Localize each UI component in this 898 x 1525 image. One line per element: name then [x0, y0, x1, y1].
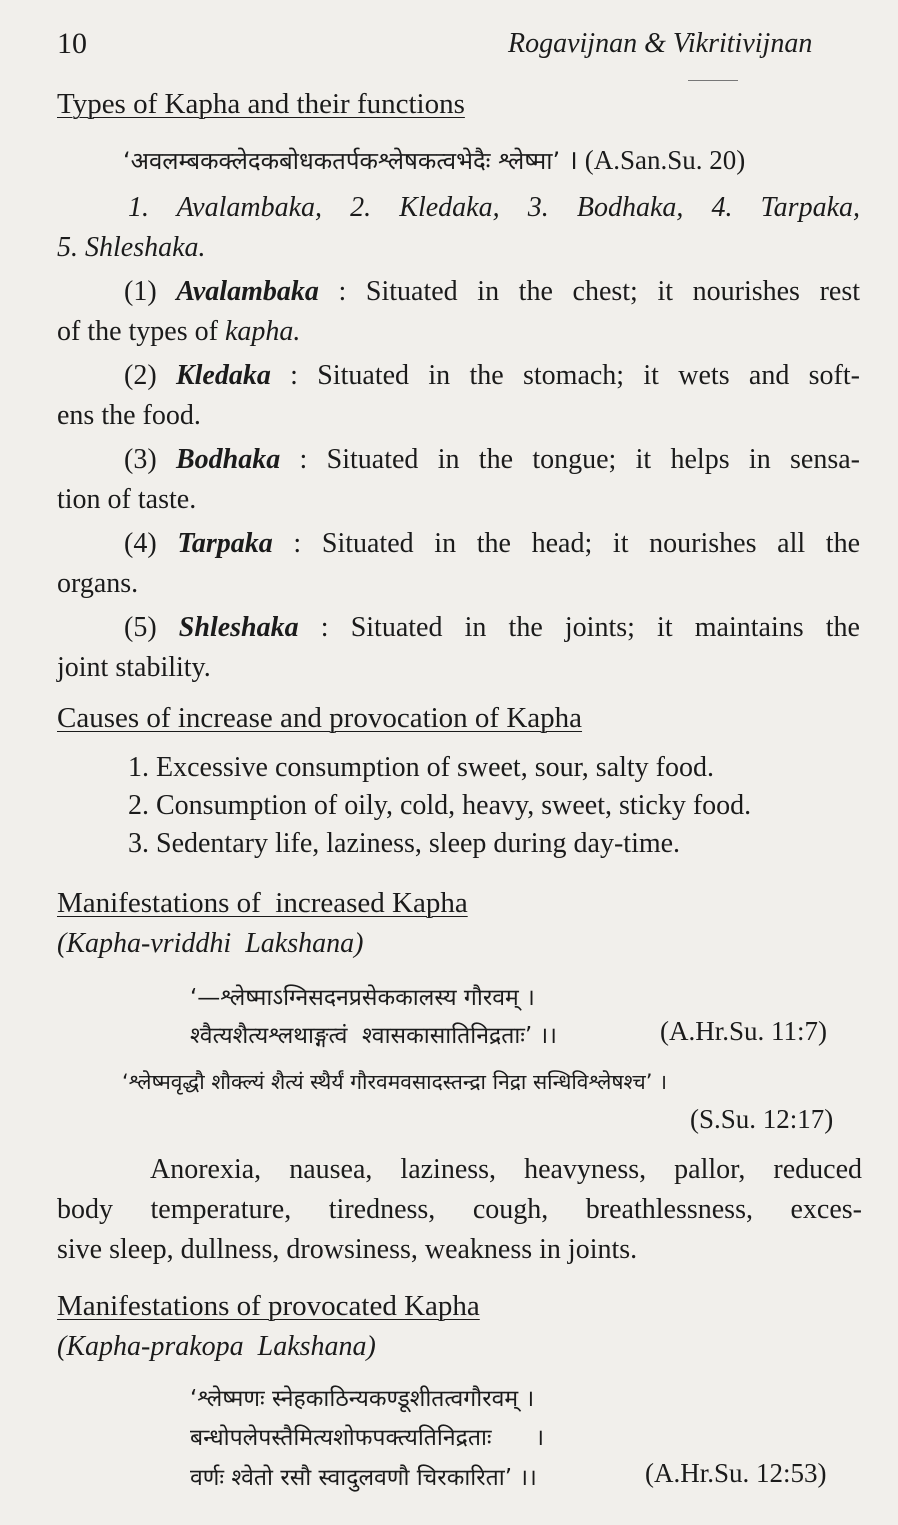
verse2-reference: (S.Su. 12:17) [690, 1104, 834, 1134]
item-name: Tarpaka [177, 528, 273, 559]
verse1-line1: ‘—श्लेष्माऽग्निसदनप्रसेककालस्य गौरवम् । [190, 985, 535, 1011]
verse3-reference: (A.Hr.Su. 12:53) [645, 1458, 827, 1488]
verse3-line3: वर्णः श्वेतो रसौ स्वादुलवणौ चिरकारिता’ ।। [190, 1465, 537, 1491]
verse1-reference: (A.Hr.Su. 11:7) [660, 1016, 827, 1046]
item-desc-cont: of the types of [57, 316, 225, 347]
header-rule [688, 80, 738, 81]
section-subheading-increased: (Kapha-vriddhi Lakshana) [57, 928, 364, 959]
item-number: (2) [124, 360, 176, 391]
item-bodhaka [124, 440, 860, 480]
item-desc: : Situated in the head; it nourishes all the [272, 528, 860, 559]
item-name: Shleshaka [178, 612, 299, 643]
page-number: 10 [57, 27, 87, 60]
item-desc: : Situated in the tongue; it helps in sensa- [280, 444, 860, 475]
types-list-line-2: 5. Shleshaka. [57, 232, 206, 263]
item-name: Bodhaka [175, 444, 281, 475]
item-name: Avalambaka [176, 276, 319, 307]
item-bodhaka-cont: tion of taste. [57, 484, 197, 515]
item-kledaka-cont: ens the food. [57, 400, 201, 431]
paragraph-line-2: body temperature, tiredness, cough, breathlessness, exces- [57, 1194, 862, 1225]
section-heading-increased: Manifestations of increased Kapha [57, 887, 468, 919]
item-shleshaka [124, 608, 860, 648]
item-avalambaka [124, 272, 860, 312]
cause-item-3: 3. Sedentary life, laziness, sleep during day-time. [128, 828, 681, 859]
item-number: (3) [124, 444, 176, 475]
item-desc: : Situated in the stomach; it wets and soft- [270, 360, 860, 391]
item-number: (1) [124, 276, 177, 307]
section-heading-causes: Causes of increase and provocation of Kapha [57, 702, 583, 734]
item-name: Kledaka [175, 360, 271, 391]
paragraph-line-1: Anorexia, nausea, laziness, heavyness, pallor, reduced [150, 1154, 862, 1185]
sanskrit-verse: ‘अवलम्बकक्लेदकबोधकतर्पकश्लेषकत्वभेदैः श्लेष्मा’ [123, 147, 561, 175]
item-number: (5) [124, 612, 179, 643]
verse2-line1: ‘श्लेष्मवृद्धौ शौक्ल्यं शैत्यं स्थैर्यं गौरवमवसादस्तन्द्रा निद्रा सन्धिविश्लेषश्च’ । [122, 1070, 668, 1094]
verse-reference: । (A.San.Su. 20) [567, 145, 746, 175]
types-list-line-1: 1. Avalambaka, 2. Kledaka, 3. Bodhaka, 4. Tarpaka, [128, 192, 860, 223]
item-desc: : Situated in the chest; it nourishes rest [318, 276, 860, 307]
item-desc-italic: kapha. [224, 316, 301, 347]
section-heading-provocated: Manifestations of provocated Kapha [57, 1290, 480, 1322]
verse1-line2: श्वैत्यशैत्यश्लथाङ्गत्वं श्वासकासातिनिद्रताः’ ।। [190, 1023, 557, 1049]
verse3-line1: ‘श्लेष्मणः स्नेहकाठिन्यकण्डूशीतत्वगौरवम् । [190, 1386, 535, 1412]
sanskrit-quote-types [123, 140, 745, 177]
item-tarpaka [124, 524, 860, 564]
section-heading-types: Types of Kapha and their functions [57, 88, 465, 120]
cause-item-2: 2. Consumption of oily, cold, heavy, sweet, sticky food. [128, 790, 752, 821]
item-shleshaka-cont: joint stability. [57, 652, 211, 683]
item-tarpaka-cont: organs. [57, 568, 139, 599]
item-kledaka [124, 356, 860, 396]
item-desc: : Situated in the joints; it maintains the [298, 612, 860, 643]
cause-item-1: 1. Excessive consumption of sweet, sour, salty food. [128, 752, 715, 783]
paragraph-line-3: sive sleep, dullness, drowsiness, weakness in joints. [57, 1234, 638, 1265]
section-subheading-provocated: (Kapha-prakopa Lakshana) [57, 1331, 376, 1362]
item-number: (4) [124, 528, 178, 559]
verse3-line2: बन्धोपलेपस्तैमित्यशोफपक्त्यतिनिद्रताः । [190, 1425, 545, 1451]
item-avalambaka-cont [57, 312, 300, 352]
running-title: Rogavijnan & Vikritivijnan [508, 28, 813, 59]
